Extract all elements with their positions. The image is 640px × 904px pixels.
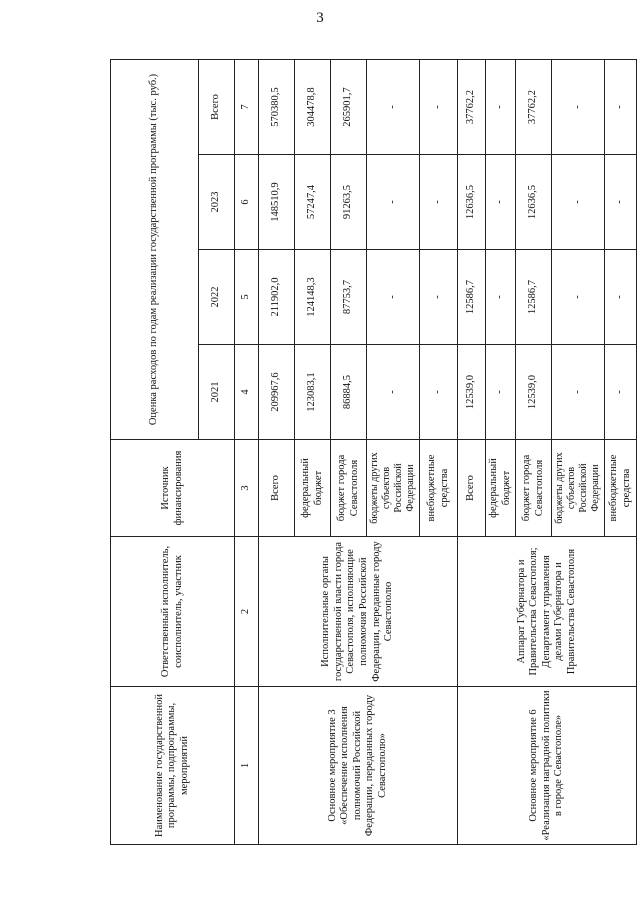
header-name: Наименование государственной программы, подпрограммы, мероприятий — [111, 687, 235, 845]
source-cell: бюджет города Севастополя — [331, 440, 367, 537]
header-total: Всего — [199, 59, 235, 154]
measure-name: Основное мероприятие 6 «Реализация наградной политики в городе Севастополе» — [458, 687, 637, 845]
rotated-table-frame — [110, 60, 632, 845]
table-header — [111, 59, 259, 844]
page-number: 3 — [316, 10, 324, 26]
value-cell: 12539,0 — [516, 345, 552, 440]
header-source: Источник финансирования — [111, 440, 235, 537]
value-cell: 57247,4 — [295, 155, 331, 250]
header-year: 2021 — [199, 345, 235, 440]
value-cell: - — [605, 59, 637, 154]
value-cell: - — [605, 250, 637, 345]
value-cell: 12636,5 — [458, 155, 486, 250]
measure-executor: Аппарат Губернатора и Правительства Севастополя; Департамент управления делами Губернатора и Правительства Севастополя — [458, 537, 637, 687]
value-cell: 209967,6 — [259, 345, 295, 440]
value-cell: 37762,2 — [458, 59, 486, 154]
source-cell: бюджеты других субъектов Российской Федерации — [552, 440, 605, 537]
value-cell: 12586,7 — [516, 250, 552, 345]
source-cell: бюджет города Севастополя — [516, 440, 552, 537]
value-cell: - — [552, 155, 605, 250]
column-number: 3 — [235, 440, 259, 537]
block-6 — [458, 59, 637, 844]
value-cell: - — [552, 345, 605, 440]
value-cell: 86884,5 — [331, 345, 367, 440]
block-3 — [259, 59, 458, 844]
value-cell: 148510,9 — [259, 155, 295, 250]
value-cell: 124148,3 — [295, 250, 331, 345]
header-estimate: Оценка расходов по годам реализации государственной программы (тыс. руб.) — [111, 59, 199, 439]
column-number: 6 — [235, 155, 259, 250]
value-cell: - — [486, 155, 516, 250]
value-cell: - — [367, 250, 420, 345]
value-cell: 211902,0 — [259, 250, 295, 345]
rotated-table-content — [110, 60, 632, 845]
value-cell: - — [420, 155, 458, 250]
column-number: 7 — [235, 59, 259, 154]
value-cell: 37762,2 — [516, 59, 552, 154]
value-cell: - — [420, 59, 458, 154]
header-executor: Ответственный исполнитель, соисполнитель, участник — [111, 537, 235, 687]
measure-executor: Исполнительные органы государственной власти города Севастополя, исполняющие полномочия Российской Федерации, переданные городу Севастополю — [259, 537, 458, 687]
table-row — [458, 59, 486, 844]
column-number: 2 — [235, 537, 259, 687]
source-cell: внебюджетные средства — [420, 440, 458, 537]
value-cell: 87753,7 — [331, 250, 367, 345]
value-cell: - — [367, 155, 420, 250]
value-cell: 12586,7 — [458, 250, 486, 345]
table-row — [259, 59, 295, 844]
header-year: 2023 — [199, 155, 235, 250]
value-cell: - — [486, 345, 516, 440]
source-cell: федеральный бюджет — [295, 440, 331, 537]
value-cell: - — [367, 345, 420, 440]
value-cell: 570380,5 — [259, 59, 295, 154]
value-cell: - — [486, 59, 516, 154]
value-cell: 265901,7 — [331, 59, 367, 154]
column-number: 1 — [235, 687, 259, 845]
source-cell: Всего — [458, 440, 486, 537]
value-cell: - — [552, 59, 605, 154]
value-cell: 91263,5 — [331, 155, 367, 250]
column-number: 4 — [235, 345, 259, 440]
source-cell: Всего — [259, 440, 295, 537]
header-year: 2022 — [199, 250, 235, 345]
value-cell: - — [486, 250, 516, 345]
source-cell: федеральный бюджет — [486, 440, 516, 537]
value-cell: - — [420, 250, 458, 345]
value-cell: 123083,1 — [295, 345, 331, 440]
measure-name: Основное мероприятие 3 «Обеспечение исполнения полномочий Российской Федерации, переданных городу Севастополю» — [259, 687, 458, 845]
value-cell: - — [367, 59, 420, 154]
budget-table — [110, 59, 637, 845]
value-cell: - — [420, 345, 458, 440]
column-number: 5 — [235, 250, 259, 345]
value-cell: - — [552, 250, 605, 345]
source-cell: бюджеты других субъектов Российской Федерации — [367, 440, 420, 537]
value-cell: 12636,5 — [516, 155, 552, 250]
value-cell: 12539,0 — [458, 345, 486, 440]
value-cell: - — [605, 345, 637, 440]
value-cell: - — [605, 155, 637, 250]
source-cell: внебюджетные средства — [605, 440, 637, 537]
value-cell: 304478,8 — [295, 59, 331, 154]
